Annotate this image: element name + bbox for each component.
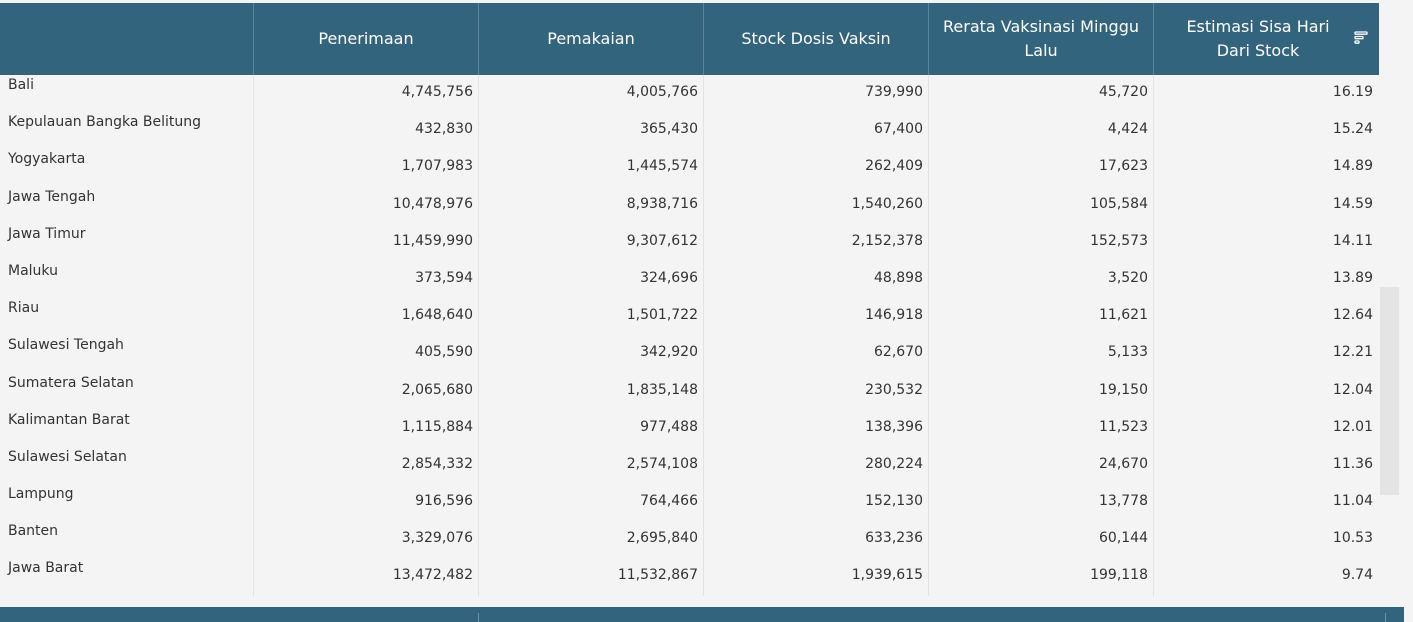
rerata-cell: 199,118 bbox=[928, 558, 1153, 595]
stock-cell: 230,532 bbox=[703, 373, 928, 410]
estimasi-cell: 11.04 bbox=[1153, 484, 1378, 521]
estimasi-cell: 12.21 bbox=[1153, 335, 1378, 372]
stock-cell: 1,540,260 bbox=[703, 187, 928, 224]
region-cell: Jawa Tengah bbox=[8, 188, 96, 205]
table-row[interactable] bbox=[0, 261, 1379, 298]
sort-descending-icon[interactable] bbox=[1354, 31, 1368, 45]
pemakaian-cell: 11,532,867 bbox=[478, 558, 703, 595]
pemakaian-cell: 4,005,766 bbox=[478, 75, 703, 112]
estimasi-cell: 13.89 bbox=[1153, 261, 1378, 298]
penerimaan-cell: 1,115,884 bbox=[253, 410, 478, 447]
stock-cell: 1,939,615 bbox=[703, 558, 928, 595]
penerimaan-cell: 4,745,756 bbox=[253, 75, 478, 112]
table-row[interactable] bbox=[0, 112, 1379, 149]
estimasi-cell: 15.24 bbox=[1153, 112, 1378, 149]
estimasi-cell: 12.64 bbox=[1153, 298, 1378, 335]
rerata-cell: 13,778 bbox=[928, 484, 1153, 521]
region-cell: Sumatera Selatan bbox=[8, 374, 134, 391]
region-cell: Sulawesi Selatan bbox=[8, 448, 127, 465]
stock-cell: 633,236 bbox=[703, 521, 928, 558]
table-row[interactable] bbox=[0, 224, 1379, 261]
estimasi-cell: 14.59 bbox=[1153, 187, 1378, 224]
rerata-cell: 11,621 bbox=[928, 298, 1153, 335]
stock-cell: 2,152,378 bbox=[703, 224, 928, 261]
header-penerimaan[interactable]: Penerimaan bbox=[253, 3, 478, 75]
pemakaian-cell: 977,488 bbox=[478, 410, 703, 447]
penerimaan-cell: 405,590 bbox=[253, 335, 478, 372]
estimasi-cell: 14.89 bbox=[1153, 149, 1378, 186]
table-row[interactable] bbox=[0, 149, 1379, 186]
table-row[interactable] bbox=[0, 187, 1379, 224]
stock-cell: 62,670 bbox=[703, 335, 928, 372]
penerimaan-cell: 13,472,482 bbox=[253, 558, 478, 595]
penerimaan-cell: 432,830 bbox=[253, 112, 478, 149]
table-row[interactable] bbox=[0, 75, 1379, 112]
pemakaian-cell: 8,938,716 bbox=[478, 187, 703, 224]
column-divider bbox=[1385, 613, 1386, 622]
region-cell: Lampung bbox=[8, 486, 74, 503]
header-estimasi-label: Estimasi Sisa Hari Dari Stock bbox=[1186, 17, 1330, 60]
penerimaan-cell: 11,459,990 bbox=[253, 224, 478, 261]
pemakaian-cell: 1,501,722 bbox=[478, 298, 703, 335]
rerata-cell: 152,573 bbox=[928, 224, 1153, 261]
rerata-cell: 45,720 bbox=[928, 75, 1153, 112]
header-stock-dosis[interactable]: Stock Dosis Vaksin bbox=[703, 3, 928, 75]
rerata-cell: 19,150 bbox=[928, 373, 1153, 410]
penerimaan-cell: 1,648,640 bbox=[253, 298, 478, 335]
rerata-cell: 3,520 bbox=[928, 261, 1153, 298]
region-cell: Sulawesi Tengah bbox=[8, 337, 124, 354]
rerata-cell: 60,144 bbox=[928, 521, 1153, 558]
table-row[interactable] bbox=[0, 447, 1379, 484]
stock-cell: 262,409 bbox=[703, 149, 928, 186]
penerimaan-cell: 916,596 bbox=[253, 484, 478, 521]
penerimaan-cell: 373,594 bbox=[253, 261, 478, 298]
second-table-header bbox=[0, 607, 1404, 622]
header-pemakaian[interactable]: Pemakaian bbox=[478, 3, 703, 75]
stock-cell: 48,898 bbox=[703, 261, 928, 298]
stock-cell: 67,400 bbox=[703, 112, 928, 149]
table-header bbox=[0, 3, 1379, 75]
stock-cell: 739,990 bbox=[703, 75, 928, 112]
pemakaian-cell: 1,835,148 bbox=[478, 373, 703, 410]
pemakaian-cell: 365,430 bbox=[478, 112, 703, 149]
stock-cell: 146,918 bbox=[703, 298, 928, 335]
region-cell: Riau bbox=[8, 300, 40, 317]
table-row[interactable] bbox=[0, 373, 1379, 410]
estimasi-cell: 12.01 bbox=[1153, 410, 1378, 447]
rerata-cell: 11,523 bbox=[928, 410, 1153, 447]
penerimaan-cell: 2,854,332 bbox=[253, 447, 478, 484]
estimasi-cell: 12.04 bbox=[1153, 373, 1378, 410]
estimasi-cell: 16.19 bbox=[1153, 75, 1378, 112]
header-region[interactable] bbox=[0, 3, 253, 75]
region-cell: Jawa Timur bbox=[8, 225, 86, 242]
column-divider bbox=[478, 613, 479, 622]
table-row[interactable] bbox=[0, 484, 1379, 521]
rerata-cell: 4,424 bbox=[928, 112, 1153, 149]
pemakaian-cell: 342,920 bbox=[478, 335, 703, 372]
vertical-scrollbar[interactable] bbox=[1380, 287, 1399, 495]
table-row[interactable] bbox=[0, 558, 1379, 595]
region-cell: Kalimantan Barat bbox=[8, 411, 130, 428]
estimasi-cell: 11.36 bbox=[1153, 447, 1378, 484]
penerimaan-cell: 3,329,076 bbox=[253, 521, 478, 558]
table-row[interactable] bbox=[0, 410, 1379, 447]
pemakaian-cell: 2,574,108 bbox=[478, 447, 703, 484]
vaccine-stock-table bbox=[0, 3, 1379, 596]
header-estimasi-sisa-hari[interactable] bbox=[1153, 3, 1378, 75]
table-row[interactable] bbox=[0, 335, 1379, 372]
penerimaan-cell: 1,707,983 bbox=[253, 149, 478, 186]
stock-cell: 138,396 bbox=[703, 410, 928, 447]
table-row[interactable] bbox=[0, 298, 1379, 335]
estimasi-cell: 14.11 bbox=[1153, 224, 1378, 261]
region-cell: Banten bbox=[8, 523, 59, 540]
rerata-cell: 24,670 bbox=[928, 447, 1153, 484]
pemakaian-cell: 324,696 bbox=[478, 261, 703, 298]
estimasi-cell: 10.53 bbox=[1153, 521, 1378, 558]
header-rerata-vaksinasi[interactable]: Rerata Vaksinasi Minggu Lalu bbox=[928, 3, 1153, 75]
pemakaian-cell: 9,307,612 bbox=[478, 224, 703, 261]
estimasi-cell: 9.74 bbox=[1153, 558, 1378, 595]
region-cell: Jawa Barat bbox=[8, 560, 84, 577]
penerimaan-cell: 10,478,976 bbox=[253, 187, 478, 224]
pemakaian-cell: 764,466 bbox=[478, 484, 703, 521]
region-cell: Bali bbox=[8, 77, 34, 93]
rerata-cell: 5,133 bbox=[928, 335, 1153, 372]
stock-cell: 280,224 bbox=[703, 447, 928, 484]
rerata-cell: 17,623 bbox=[928, 149, 1153, 186]
table-row[interactable] bbox=[0, 521, 1379, 558]
penerimaan-cell: 2,065,680 bbox=[253, 373, 478, 410]
stock-cell: 152,130 bbox=[703, 484, 928, 521]
table-body bbox=[0, 75, 1379, 596]
region-cell: Yogyakarta bbox=[8, 151, 86, 168]
region-cell: Kepulauan Bangka Belitung bbox=[8, 114, 202, 131]
rerata-cell: 105,584 bbox=[928, 187, 1153, 224]
pemakaian-cell: 2,695,840 bbox=[478, 521, 703, 558]
region-cell: Maluku bbox=[8, 262, 58, 279]
pemakaian-cell: 1,445,574 bbox=[478, 149, 703, 186]
